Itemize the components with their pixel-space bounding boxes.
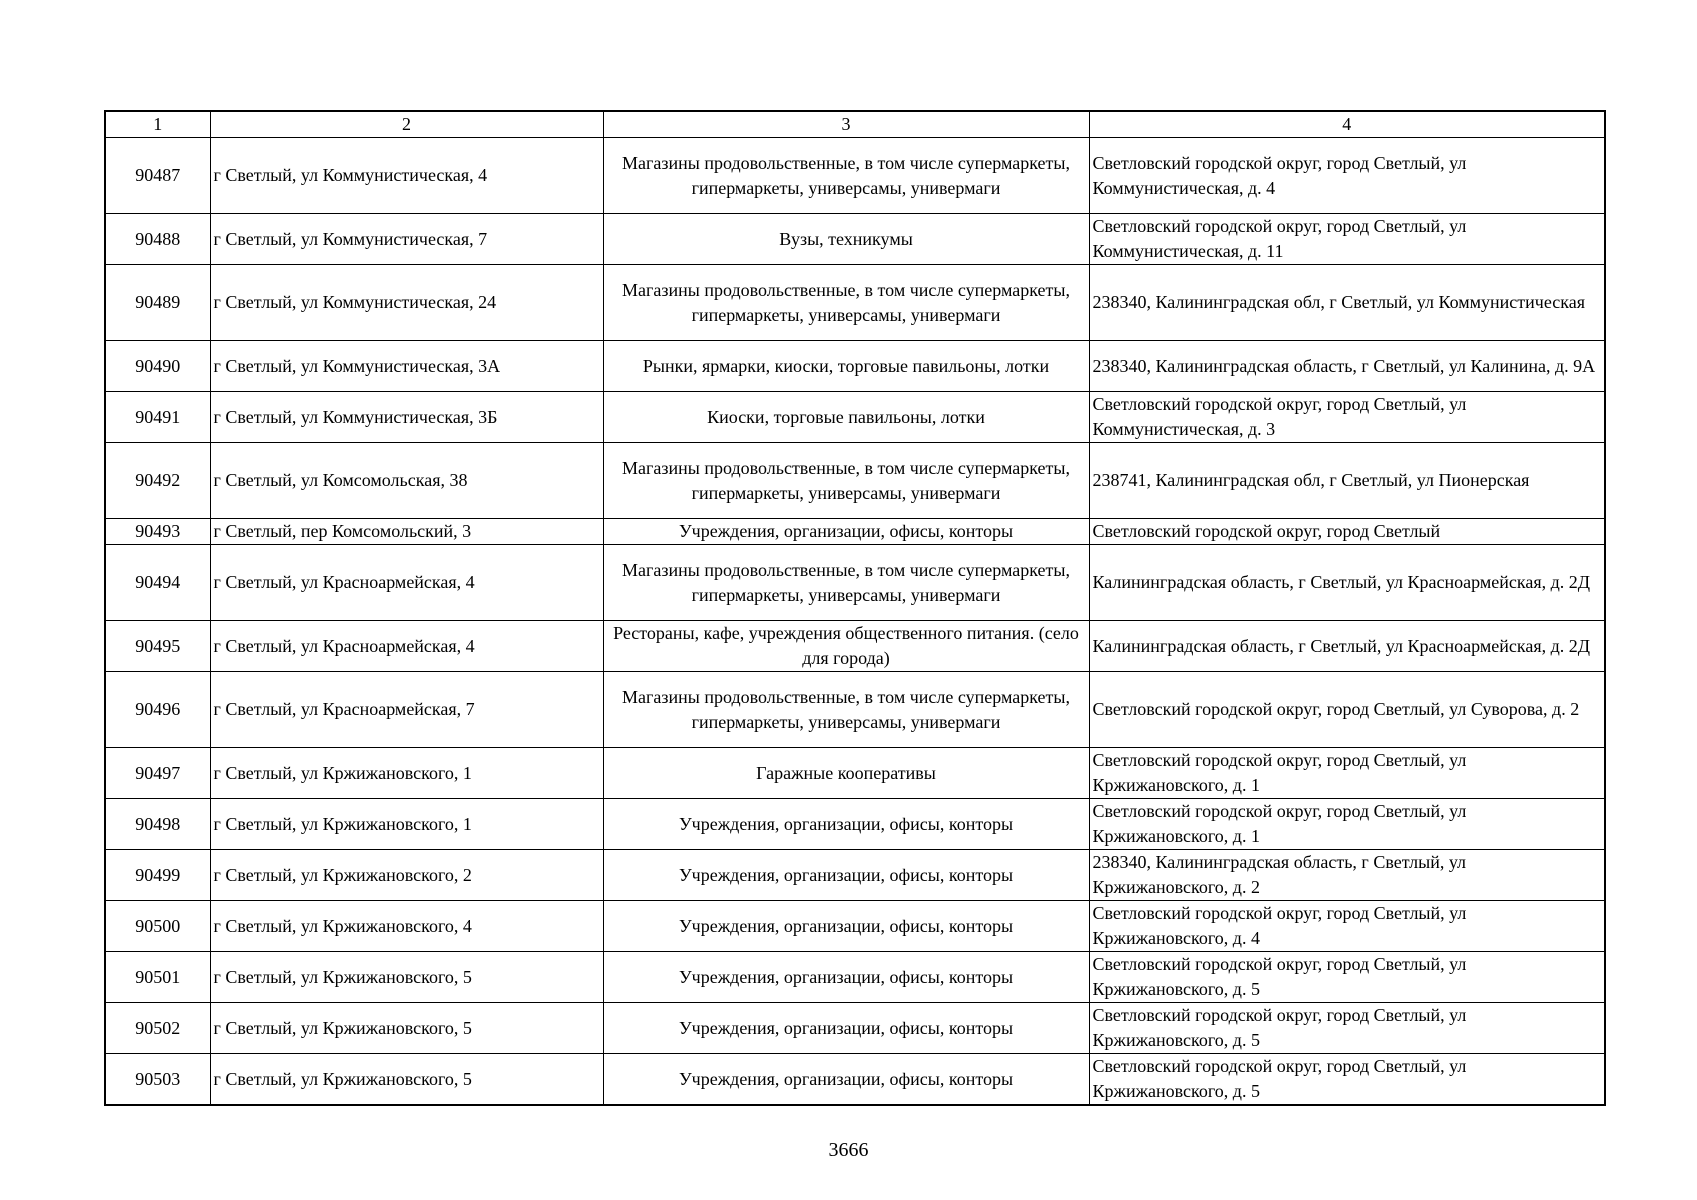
table-row: [105, 519, 1605, 545]
row-address: г Светлый, ул Коммунистическая, 24: [210, 265, 603, 341]
table-row: [105, 952, 1605, 1003]
row-location: 238340, Калининградская обл, г Светлый, ул Коммунистическая: [1089, 265, 1605, 341]
row-location: 238340, Калининградская область, г Светлый, ул Кржижановского, д. 2: [1089, 850, 1605, 901]
row-address: г Светлый, ул Кржижановского, 2: [210, 850, 603, 901]
row-id: 90498: [105, 799, 210, 850]
row-location: Светловский городской округ, город Светлый, ул Коммунистическая, д. 11: [1089, 214, 1605, 265]
row-type: Учреждения, организации, офисы, конторы: [603, 901, 1089, 952]
row-location: Светловский городской округ, город Светлый, ул Кржижановского, д. 4: [1089, 901, 1605, 952]
row-type: Учреждения, организации, офисы, конторы: [603, 799, 1089, 850]
row-id: 90491: [105, 392, 210, 443]
table-row: [105, 341, 1605, 392]
row-type: Магазины продовольственные, в том числе супермаркеты, гипермаркеты, универсамы, универмаги: [603, 138, 1089, 214]
row-type: Учреждения, организации, офисы, конторы: [603, 1003, 1089, 1054]
row-type: Гаражные кооперативы: [603, 748, 1089, 799]
row-type: Учреждения, организации, офисы, конторы: [603, 1054, 1089, 1106]
row-address: г Светлый, ул Красноармейская, 7: [210, 672, 603, 748]
row-address: г Светлый, ул Кржижановского, 5: [210, 1054, 603, 1106]
row-type: Магазины продовольственные, в том числе супермаркеты, гипермаркеты, универсамы, универмаги: [603, 672, 1089, 748]
table-row: [105, 1054, 1605, 1106]
row-type: Рестораны, кафе, учреждения общественного питания. (село для города): [603, 621, 1089, 672]
row-address: г Светлый, ул Кржижановского, 4: [210, 901, 603, 952]
row-address: г Светлый, ул Кржижановского, 1: [210, 799, 603, 850]
column-header: 3: [603, 111, 1089, 138]
table-row: [105, 850, 1605, 901]
table-row: [105, 545, 1605, 621]
row-location: Светловский городской округ, город Светлый, ул Кржижановского, д. 1: [1089, 799, 1605, 850]
row-address: г Светлый, ул Красноармейская, 4: [210, 621, 603, 672]
row-type: Учреждения, организации, офисы, конторы: [603, 850, 1089, 901]
column-header: 4: [1089, 111, 1605, 138]
table-row: [105, 214, 1605, 265]
row-id: 90499: [105, 850, 210, 901]
row-location: Светловский городской округ, город Светлый, ул Кржижановского, д. 5: [1089, 952, 1605, 1003]
row-id: 90490: [105, 341, 210, 392]
column-header: 2: [210, 111, 603, 138]
table-row: [105, 748, 1605, 799]
table-row: [105, 1003, 1605, 1054]
row-location: Калининградская область, г Светлый, ул Красноармейская, д. 2Д: [1089, 621, 1605, 672]
row-location: Светловский городской округ, город Светлый, ул Кржижановского, д. 5: [1089, 1054, 1605, 1106]
row-type: Вузы, техникумы: [603, 214, 1089, 265]
row-id: 90493: [105, 519, 210, 545]
row-id: 90494: [105, 545, 210, 621]
row-id: 90503: [105, 1054, 210, 1106]
table-row: [105, 672, 1605, 748]
row-type: Магазины продовольственные, в том числе супермаркеты, гипермаркеты, универсамы, универмаги: [603, 443, 1089, 519]
table-row: [105, 621, 1605, 672]
data-table: [104, 110, 1606, 1106]
row-address: г Светлый, ул Кржижановского, 5: [210, 1003, 603, 1054]
row-type: Магазины продовольственные, в том числе супермаркеты, гипермаркеты, универсамы, универмаги: [603, 265, 1089, 341]
row-location: Светловский городской округ, город Светлый, ул Коммунистическая, д. 3: [1089, 392, 1605, 443]
row-type: Магазины продовольственные, в том числе супермаркеты, гипермаркеты, универсамы, универмаги: [603, 545, 1089, 621]
page-number: 3666: [828, 1139, 869, 1161]
row-id: 90489: [105, 265, 210, 341]
row-location: Калининградская область, г Светлый, ул Красноармейская, д. 2Д: [1089, 545, 1605, 621]
row-location: 238741, Калининградская обл, г Светлый, ул Пионерская: [1089, 443, 1605, 519]
row-type: Киоски, торговые павильоны, лотки: [603, 392, 1089, 443]
row-id: 90492: [105, 443, 210, 519]
row-id: 90501: [105, 952, 210, 1003]
row-id: 90488: [105, 214, 210, 265]
column-header: 1: [105, 111, 210, 138]
row-address: г Светлый, ул Красноармейская, 4: [210, 545, 603, 621]
row-id: 90496: [105, 672, 210, 748]
row-location: Светловский городской округ, город Светлый: [1089, 519, 1605, 545]
table-row: [105, 138, 1605, 214]
table-row: [105, 901, 1605, 952]
row-location: Светловский городской округ, город Светлый, ул Кржижановского, д. 5: [1089, 1003, 1605, 1054]
table-header-row: [105, 111, 1605, 138]
row-address: г Светлый, ул Коммунистическая, 7: [210, 214, 603, 265]
row-address: г Светлый, ул Комсомольская, 38: [210, 443, 603, 519]
row-location: Светловский городской округ, город Светлый, ул Суворова, д. 2: [1089, 672, 1605, 748]
row-address: г Светлый, пер Комсомольский, 3: [210, 519, 603, 545]
table-row: [105, 443, 1605, 519]
row-location: Светловский городской округ, город Светлый, ул Кржижановского, д. 1: [1089, 748, 1605, 799]
row-id: 90487: [105, 138, 210, 214]
row-id: 90500: [105, 901, 210, 952]
row-location: Светловский городской округ, город Светлый, ул Коммунистическая, д. 4: [1089, 138, 1605, 214]
row-id: 90497: [105, 748, 210, 799]
row-address: г Светлый, ул Кржижановского, 1: [210, 748, 603, 799]
row-type: Учреждения, организации, офисы, конторы: [603, 519, 1089, 545]
row-address: г Светлый, ул Коммунистическая, 3Б: [210, 392, 603, 443]
row-id: 90495: [105, 621, 210, 672]
row-type: Рынки, ярмарки, киоски, торговые павильоны, лотки: [603, 341, 1089, 392]
row-id: 90502: [105, 1003, 210, 1054]
row-address: г Светлый, ул Коммунистическая, 3А: [210, 341, 603, 392]
row-address: г Светлый, ул Коммунистическая, 4: [210, 138, 603, 214]
row-address: г Светлый, ул Кржижановского, 5: [210, 952, 603, 1003]
table-row: [105, 265, 1605, 341]
table-row: [105, 392, 1605, 443]
row-type: Учреждения, организации, офисы, конторы: [603, 952, 1089, 1003]
table-row: [105, 799, 1605, 850]
row-location: 238340, Калининградская область, г Светлый, ул Калинина, д. 9А: [1089, 341, 1605, 392]
